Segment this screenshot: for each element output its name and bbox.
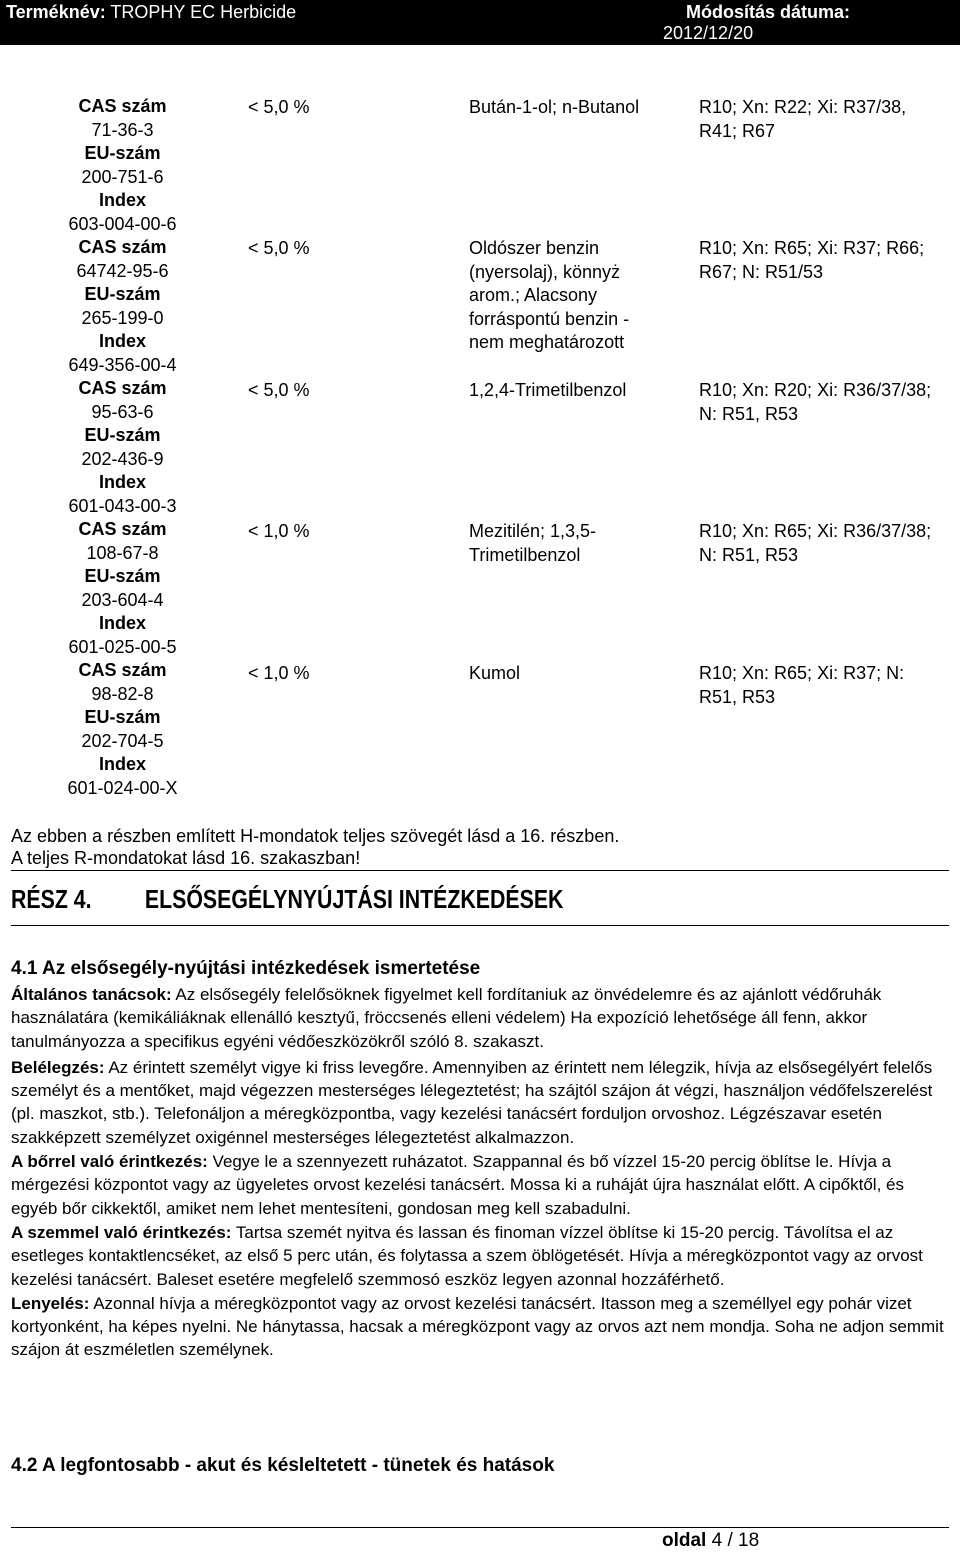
cas-label: CAS szám	[78, 96, 167, 116]
section-number: RÉSZ 4.	[11, 884, 92, 914]
index-value: 601-024-00-X	[67, 777, 178, 798]
component-rphrases: R10; Xn: R20; Xi: R36/37/38; N: R51, R53	[699, 380, 932, 424]
first-aid-measures	[11, 983, 951, 1362]
general-advice-paragraph	[11, 983, 951, 1053]
eu-value: 202-704-5	[81, 730, 164, 751]
component-rphrases: R10; Xn: R65; Xi: R37; N: R51, R53	[699, 663, 905, 707]
id-group	[40, 518, 205, 659]
page-label: oldal	[662, 1530, 707, 1551]
eu-value: 200-751-6	[81, 166, 164, 187]
general-advice-text: Az elsősegély felelősöknek figyelmet kell fordítaniuk az önvédelemre és az ajánlott védőruhák használatára (kemikáliáknak ellenálló kesztyű, fröccsenés elleni védelem) Ha expozíció lehetősége áll fenn, akkor tanulmányozza a specifikus egyéni védőeszközökről szóló 8. szakaszt.	[11, 985, 882, 1051]
cas-value: 108-67-8	[86, 542, 159, 563]
ingestion-paragraph	[11, 1292, 951, 1362]
id-group	[40, 236, 205, 377]
subsection-4-2-heading: 4.2 A legfontosabb - akut és késleltetett - tünetek és hatások	[11, 1455, 555, 1476]
index-value: 603-004-00-6	[68, 213, 177, 234]
ingestion-label: Lenyelés:	[11, 1293, 90, 1313]
section-heading	[11, 884, 563, 915]
eu-label: EU-szám	[84, 284, 161, 304]
eu-label: EU-szám	[84, 425, 161, 445]
eu-label: EU-szám	[84, 566, 161, 586]
eye-contact-text: Tartsa szemét nyitva és lassan és finoman vízzel öblítse ki 15-20 percig. Távolítsa el az esetleges kontaktlencséket, az első 5 perc után, és folytassa a szem öblögetését. Hívja a méregközpontot vagy az orvost kezelési tanácsért. Baleset esetére megfelelő szemmosó eszköz legyen azonnal hozzáférhető.	[11, 1222, 923, 1289]
cas-label: CAS szám	[78, 237, 167, 257]
cas-label: CAS szám	[78, 378, 167, 398]
component-name: Oldószer benzin (nyersolaj), könnyż arom.; Alacsony forráspontú benzin - nem meghatározott	[469, 238, 630, 352]
inhalation-text: Az érintett személyt vigye ki friss levegőre. Amennyiben az érintett nem lélegzik, hívja az elsősegélyért felelős személyt és a mentőket, majd végezzen mesterséges lélegeztetést; ha szájtól szájon át végzi, használjon védőfelszerelést (pl. maszkot, stb.). Telefonáljon a méregközpontba, vagy kezelési tanácsért forduljon orvoshoz. Légzészavar esetén szakképzett személyzet oxigénnel mesterséges lélegeztetést alkalmazzon.	[11, 1057, 933, 1147]
product-line	[6, 2, 296, 23]
cas-label: CAS szám	[78, 519, 167, 539]
eu-label: EU-szám	[84, 143, 161, 163]
component-rphrases: R10; Xn: R65; Xi: R36/37/38; N: R51, R53	[699, 521, 932, 565]
id-group	[40, 659, 205, 800]
cas-label: CAS szám	[78, 660, 167, 680]
cas-value: 95-63-6	[91, 401, 154, 422]
eu-value: 202-436-9	[81, 448, 164, 469]
component-percent: < 1,0 %	[248, 663, 310, 683]
footer-divider	[11, 1527, 949, 1528]
section-bottom-divider	[11, 925, 949, 926]
skin-contact-label: A bőrrel való érintkezés:	[11, 1152, 208, 1172]
eu-value: 265-199-0	[81, 307, 164, 328]
index-label: Index	[98, 190, 146, 210]
index-value: 649-356-00-4	[68, 354, 177, 375]
subsection-4-1-heading: 4.1 Az elsősegély-nyújtási intézkedések ismertetése	[11, 958, 481, 979]
cas-value: 98-82-8	[91, 683, 154, 704]
inhalation-label: Belélegzés:	[11, 1057, 105, 1077]
product-label: Terméknév:	[6, 2, 106, 22]
identifier-column	[40, 95, 205, 800]
id-group	[40, 377, 205, 518]
component-rphrases: R10; Xn: R22; Xi: R37/38, R41; R67	[699, 97, 907, 141]
page-footer	[662, 1530, 759, 1552]
section-top-divider	[11, 870, 949, 871]
eye-contact-paragraph	[11, 1221, 951, 1291]
index-label: Index	[98, 754, 146, 774]
cas-value: 64742-95-6	[76, 260, 169, 281]
component-percent: < 5,0 %	[248, 97, 310, 117]
component-rphrases: R10; Xn: R65; Xi: R37; R66; R67; N: R51/53	[699, 238, 925, 282]
component-percent: < 5,0 %	[248, 238, 310, 258]
index-label: Index	[98, 613, 146, 633]
component-percent: < 1,0 %	[248, 521, 310, 541]
h-phrases-note: Az ebben a részben említett H-mondatok teljes szövegét lásd a 16. részben.	[11, 826, 620, 846]
skin-contact-paragraph	[11, 1150, 951, 1220]
id-group	[40, 95, 205, 236]
eu-value: 203-604-4	[81, 589, 164, 610]
index-value: 601-025-00-5	[68, 636, 177, 657]
index-label: Index	[98, 331, 146, 351]
component-percent: < 5,0 %	[248, 380, 310, 400]
section-title: ELSŐSEGÉLYNYÚJTÁSI INTÉZKEDÉSEK	[144, 884, 564, 914]
general-advice-label: Általános tanácsok:	[11, 985, 172, 1004]
r-phrases-note: A teljes R-mondatokat lásd 16. szakaszban!	[11, 848, 361, 868]
index-value: 601-043-00-3	[68, 495, 177, 516]
date-value: 2012/12/20	[663, 23, 754, 43]
component-name: 1,2,4-Trimetilbenzol	[469, 380, 627, 400]
document-header	[0, 0, 960, 45]
ingestion-text: Azonnal hívja a méregközpontot vagy az orvost kezelési tanácsért. Itasson meg a személlyel egy pohár vizet kortyonként, ha képes nyelni. Ne hánytassa, hacsak a méregközpont vagy az orvos azt nem mondja. Soha ne adjon semmit szájon át eszméletlen személynek.	[11, 1293, 944, 1360]
component-name: Mezitilén; 1,3,5-Trimetilbenzol	[469, 521, 597, 565]
cas-value: 71-36-3	[91, 119, 154, 140]
component-name: Bután-1-ol; n-Butanol	[469, 97, 640, 117]
inhalation-paragraph	[11, 1056, 951, 1149]
eu-label: EU-szám	[84, 707, 161, 727]
page-number: 4 / 18	[711, 1530, 760, 1551]
eye-contact-label: A szemmel való érintkezés:	[11, 1222, 232, 1242]
index-label: Index	[98, 472, 146, 492]
component-name: Kumol	[469, 663, 521, 683]
skin-contact-text: Vegye le a szennyezett ruházatot. Szappannal és bő vízzel 15-20 percig öblítse le. Hívja a mérgezési központot vagy az ügyeletes orvost kezelési tanácsért. Mossa ki a ruháját újra használat előtt. A cipőktől, és egyéb bőr cikkektől, amiket nem lehet mentesíteni, gondosan meg kell szabadulni.	[11, 1152, 904, 1218]
product-name: TROPHY EC Herbicide	[110, 2, 297, 22]
date-label: Módosítás dátuma:	[685, 2, 850, 22]
